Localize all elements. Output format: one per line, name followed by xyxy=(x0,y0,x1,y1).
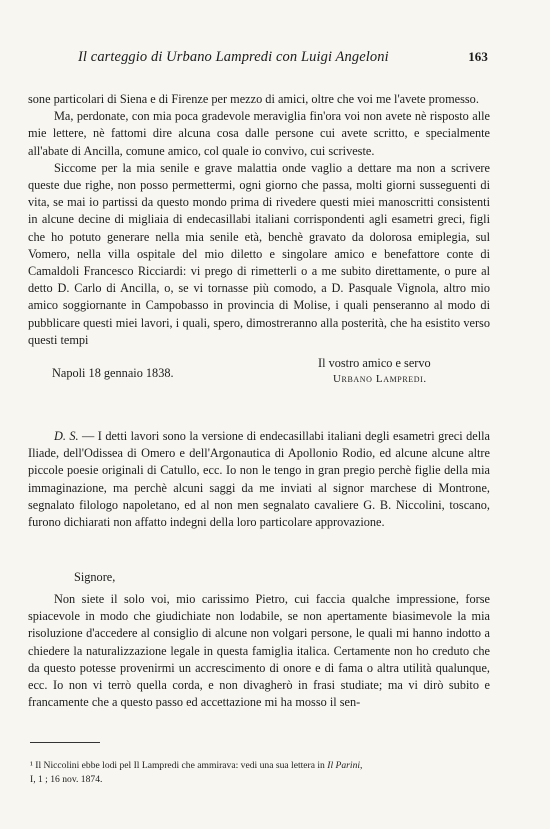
letter2-body xyxy=(28,591,490,711)
footnote-rule xyxy=(30,742,100,743)
letter1-signature: Urbano Lampredi. xyxy=(333,373,427,385)
footnote-text-after: , xyxy=(360,760,363,771)
letter1-paragraph: Ma, perdonate, con mia poca gradevole meraviglia fin'ora voi non avete nè risposto alle mie lettere, nè fattomi dire alcuna cosa dalle persone cui avete scritto, e specialmente all'abate di Ancilla, comune amico, col quale io convivo, cui scriveste. xyxy=(28,109,490,158)
letter1-paragraph: sone particolari di Siena e di Firenze per mezzo di amici, oltre che voi me l'avete promesso. xyxy=(28,92,479,106)
running-title: Il carteggio di Urbano Lampredi con Luigi Angeloni xyxy=(78,49,389,65)
letter2-salutation: Signore, xyxy=(74,570,116,584)
page-number: 163 xyxy=(468,49,488,64)
footnote-text: Il Niccolini ebbe lodi pel Il Lampredi che ammirava: vedi una sua lettera in xyxy=(32,760,328,771)
letter1-closing: Il vostro amico e servo xyxy=(318,356,431,370)
postscript xyxy=(28,428,490,531)
running-header xyxy=(78,49,488,69)
letter1-date: Napoli 18 gennaio 1838. xyxy=(52,366,174,380)
footnote-line2: I, 1 ; 16 nov. 1874. xyxy=(30,774,103,785)
footnote-marker: ¹ xyxy=(30,760,33,771)
letter2-paragraph: Non siete il solo voi, mio carissimo Pietro, cui faccia qualche impressione, forse spiacevole in modo che giudichiate non lodabile, se non apertamente biasimevole la mia risoluzione d'accedere al consiglio di alcune non volgari persone, le quali mi hanno indotto a chiedere la naturalizzazione legale in questa famiglia italica. Certamente non ho creduto che da questo potesse provenirmi un accrescimento di onore e di fama o altra utilità qualunque, ecc. Io non vi terrò quella corda, e non divagherò in frasi studiate; ma vi dirò subito e francamente che a questo passo ed accettazione mi ha mosso il sen- xyxy=(28,592,490,710)
letter1-body xyxy=(28,91,490,349)
footnote-source: Il Parini xyxy=(327,760,361,771)
postscript-label: D. S. xyxy=(54,429,79,443)
footnote xyxy=(30,759,492,787)
postscript-text: — I detti lavori sono la versione di endecasillabi italiani degli esametri greci della Iliade, dell'Odissea di Omero e dell'Argonautica di Apollonio Rodio, ed alcune alcune altre piccole poesie originali di Catullo, ecc. Io non le tengo in gran pregio perchè figlie della mia immaginazione, ma perchè alcuni saggi da me inviati al signor marchese di Montrone, segnalato filologo napoletano, ed al non men segnalato cavaliere G. B. Niccolini, toscano, furono dichiarati non affatto indegni della loro particolare approvazione. xyxy=(28,429,490,530)
letter1-paragraph: Siccome per la mia senile e grave malattia onde vaglio a dettare ma non a scrivere queste due righe, non posso permettermi, ogni giorno che passa, molti giorni susseguenti di vita, se mai io partissi da questo mondo prima di rivedere questi miei manoscritti consistenti in alcune decine di migliaia di endecasillabi italiani corrispondenti agli esametri greci, figli che ho potuto generare nella mia senile età, benchè gravato da dolorosa emiplegia, sul Vomero, nella villa ospitale del mio diletto e singolare amico e benefattore conte di Camaldoli Francesco Ricciardi: vi prego di rimetterli o a me subito direttamente, o pure al detto D. Carlo di Ancilla, o, se vi tornasse più comodo, a D. Pasquale Vignola, altro mio amico soggiornante in Campobasso in provincia di Molise, i quali penseranno al modo di pubblicare questi miei lavori, i quali, spero, dimostreranno alla posterità, che ha esistito verso questi tempi xyxy=(28,160,490,347)
